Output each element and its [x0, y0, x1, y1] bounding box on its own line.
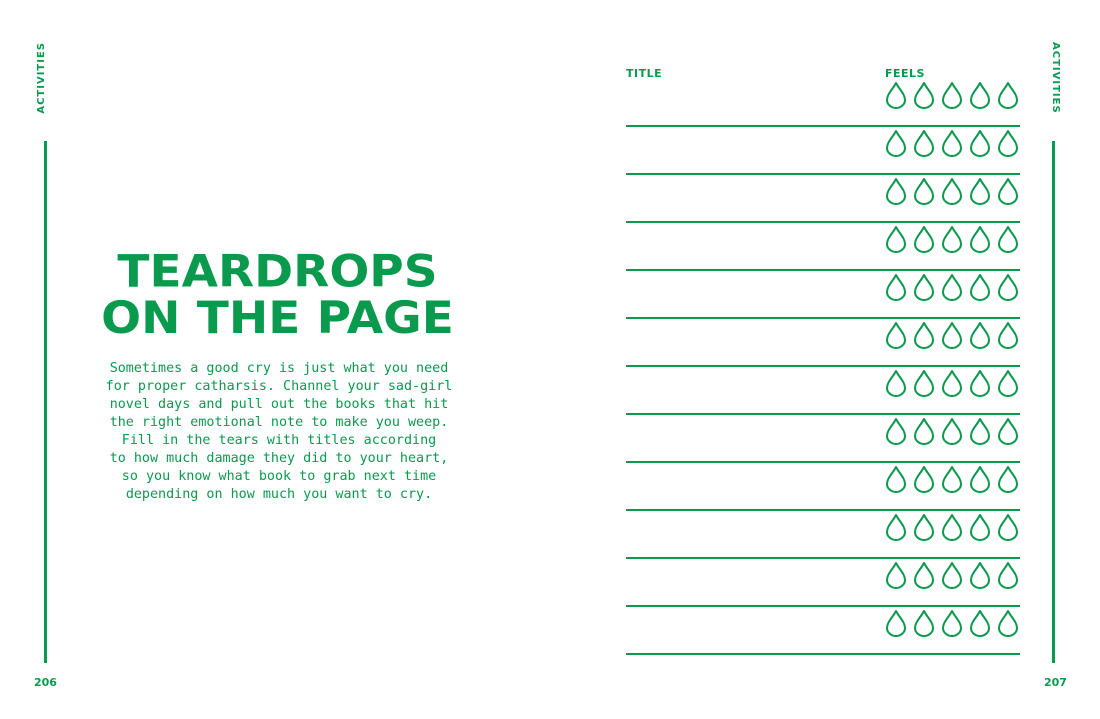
intro-line: for proper catharsis. Channel your sad-girl	[105, 379, 453, 394]
teardrop-icon[interactable]	[996, 561, 1020, 589]
teardrop-icon[interactable]	[968, 129, 992, 157]
left-margin-rule	[44, 141, 47, 663]
tear-rating	[884, 81, 1020, 109]
teardrop-icon[interactable]	[996, 369, 1020, 397]
book-title-field[interactable]	[626, 607, 876, 651]
teardrop-icon[interactable]	[940, 369, 964, 397]
teardrop-icon[interactable]	[940, 273, 964, 301]
right-margin-rule	[1052, 141, 1055, 663]
column-header-title: TITLE	[626, 67, 663, 80]
teardrop-icon[interactable]	[884, 369, 908, 397]
book-title-field[interactable]	[626, 511, 876, 555]
tear-rating	[884, 561, 1020, 589]
teardrop-icon[interactable]	[996, 465, 1020, 493]
teardrop-icon[interactable]	[884, 81, 908, 109]
teardrop-icon[interactable]	[996, 609, 1020, 637]
tear-rating	[884, 129, 1020, 157]
tear-rating	[884, 273, 1020, 301]
log-row	[626, 319, 1020, 367]
intro-line: novel days and pull out the books that hit	[109, 397, 449, 412]
intro-line: so you know what book to grab next time	[121, 469, 437, 484]
book-title-field[interactable]	[626, 367, 876, 411]
teardrop-icon[interactable]	[912, 513, 936, 541]
book-title-field[interactable]	[626, 79, 876, 123]
teardrop-icon[interactable]	[968, 513, 992, 541]
teardrop-icon[interactable]	[940, 465, 964, 493]
teardrop-icon[interactable]	[912, 465, 936, 493]
intro-paragraph	[80, 360, 478, 504]
left-page-number: 206	[34, 676, 57, 689]
teardrop-icon[interactable]	[940, 177, 964, 205]
log-row	[626, 559, 1020, 607]
book-title-field[interactable]	[626, 319, 876, 363]
tear-rating	[884, 225, 1020, 253]
teardrop-icon[interactable]	[968, 177, 992, 205]
log-row	[626, 79, 1020, 127]
tear-rating	[884, 177, 1020, 205]
book-title-field[interactable]	[626, 415, 876, 459]
log-row	[626, 367, 1020, 415]
teardrop-icon[interactable]	[912, 417, 936, 445]
teardrop-icon[interactable]	[912, 561, 936, 589]
tear-rating	[884, 609, 1020, 637]
teardrop-icon[interactable]	[940, 321, 964, 349]
book-title-field[interactable]	[626, 559, 876, 603]
log-row	[626, 463, 1020, 511]
column-header-feels: FEELS	[885, 67, 925, 80]
teardrop-icon[interactable]	[968, 225, 992, 253]
intro-line: Sometimes a good cry is just what you need	[109, 361, 449, 376]
headline-line-1: TEARDROPS	[117, 245, 438, 298]
teardrop-icon[interactable]	[912, 609, 936, 637]
teardrop-icon[interactable]	[940, 609, 964, 637]
teardrop-icon[interactable]	[968, 273, 992, 301]
teardrop-icon[interactable]	[968, 561, 992, 589]
teardrop-icon[interactable]	[912, 321, 936, 349]
intro-line: to how much damage they did to your heart,	[109, 451, 449, 466]
tear-rating	[884, 321, 1020, 349]
teardrop-icon[interactable]	[996, 129, 1020, 157]
teardrop-icon[interactable]	[912, 369, 936, 397]
teardrop-icon[interactable]	[996, 81, 1020, 109]
teardrop-icon[interactable]	[884, 465, 908, 493]
teardrop-icon[interactable]	[940, 129, 964, 157]
teardrop-icon[interactable]	[884, 129, 908, 157]
log-row	[626, 223, 1020, 271]
teardrop-icon[interactable]	[884, 273, 908, 301]
intro-line: the right emotional note to make you weep.	[109, 415, 449, 430]
headline-line-2: ON THE PAGE	[101, 292, 454, 345]
tear-rating	[884, 513, 1020, 541]
teardrop-icon[interactable]	[884, 609, 908, 637]
teardrop-icon[interactable]	[996, 273, 1020, 301]
book-title-field[interactable]	[626, 175, 876, 219]
page-headline	[80, 245, 475, 345]
teardrop-icon[interactable]	[884, 321, 908, 349]
teardrop-icon[interactable]	[968, 81, 992, 109]
teardrop-icon[interactable]	[940, 417, 964, 445]
tear-rating	[884, 369, 1020, 397]
intro-line: Fill in the tears with titles according	[121, 433, 437, 448]
teardrop-icon[interactable]	[940, 81, 964, 109]
teardrop-icon[interactable]	[884, 177, 908, 205]
log-row	[626, 607, 1020, 655]
teardrop-icon[interactable]	[912, 177, 936, 205]
teardrop-icon[interactable]	[912, 225, 936, 253]
teardrop-icon[interactable]	[968, 321, 992, 349]
teardrop-icon[interactable]	[884, 561, 908, 589]
teardrop-icon[interactable]	[912, 129, 936, 157]
teardrop-icon[interactable]	[884, 417, 908, 445]
log-row	[626, 415, 1020, 463]
intro-line: depending on how much you want to cry.	[125, 487, 433, 502]
teardrop-icon[interactable]	[996, 177, 1020, 205]
teardrop-icon[interactable]	[940, 225, 964, 253]
book-title-field[interactable]	[626, 271, 876, 315]
teardrop-icon[interactable]	[940, 561, 964, 589]
right-section-tab: ACTIVITIES	[1050, 42, 1061, 114]
log-row	[626, 271, 1020, 319]
book-title-field[interactable]	[626, 463, 876, 507]
tear-rating	[884, 417, 1020, 445]
log-row	[626, 175, 1020, 223]
left-section-tab: ACTIVITIES	[36, 42, 47, 114]
log-row	[626, 511, 1020, 559]
right-page-number: 207	[1044, 676, 1067, 689]
book-title-field[interactable]	[626, 127, 876, 171]
teardrop-icon[interactable]	[912, 81, 936, 109]
teardrop-icon[interactable]	[996, 417, 1020, 445]
teardrop-icon[interactable]	[968, 609, 992, 637]
tear-rating	[884, 465, 1020, 493]
teardrop-icon[interactable]	[968, 465, 992, 493]
teardrop-icon[interactable]	[884, 225, 908, 253]
teardrop-icon[interactable]	[884, 513, 908, 541]
teardrop-icon[interactable]	[996, 321, 1020, 349]
teardrop-icon[interactable]	[968, 369, 992, 397]
log-row	[626, 127, 1020, 175]
teardrop-icon[interactable]	[940, 513, 964, 541]
teardrop-icon[interactable]	[968, 417, 992, 445]
teardrop-icon[interactable]	[912, 273, 936, 301]
book-title-field[interactable]	[626, 223, 876, 267]
teardrop-icon[interactable]	[996, 513, 1020, 541]
teardrop-icon[interactable]	[996, 225, 1020, 253]
